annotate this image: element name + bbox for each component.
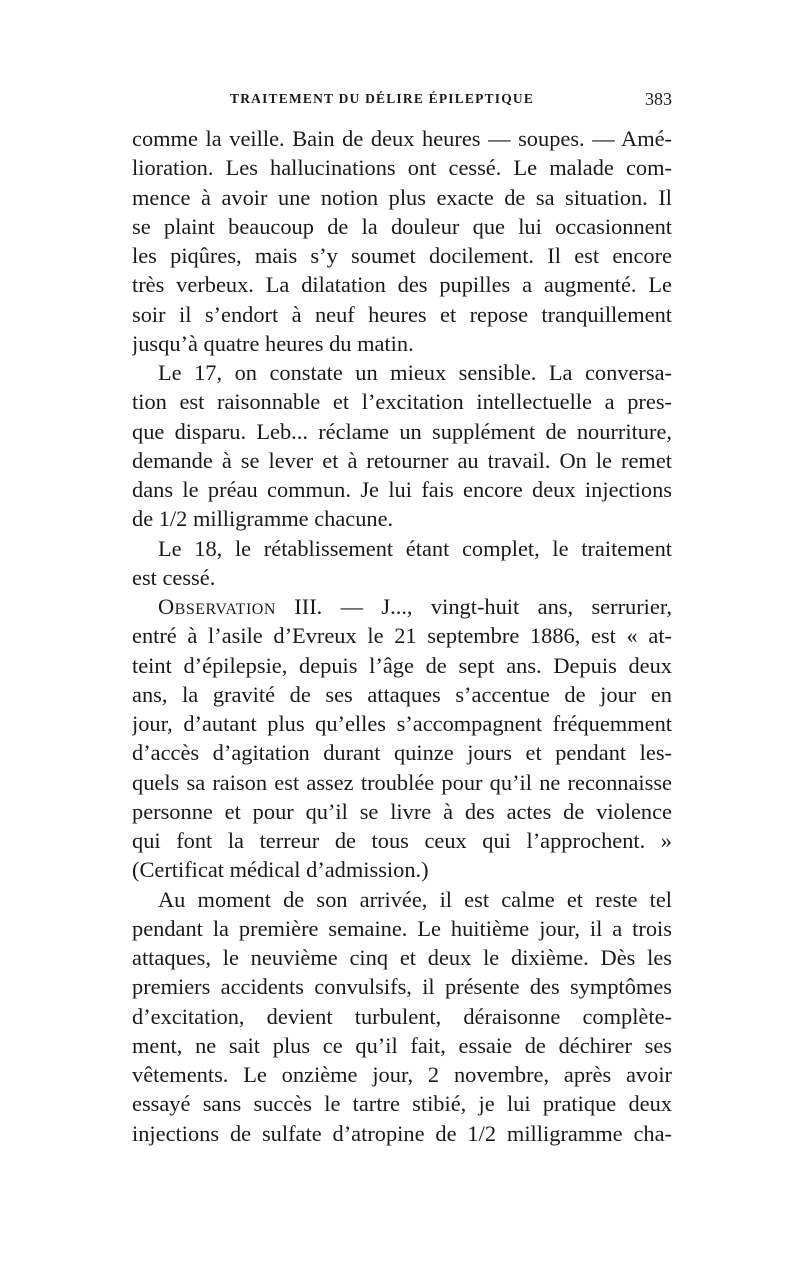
text-line: entré à l’asile d’Evreux le 21 septembre 1886, est « at- xyxy=(132,623,672,649)
text-line: premiers accidents convulsifs, il présente des symptômes xyxy=(132,974,672,1000)
observation-label: Observation xyxy=(158,594,276,619)
text-line: essayé sans succès le tartre stibié, je lui pratique deux xyxy=(132,1091,672,1117)
text-line: que disparu. Leb... réclame un supplément de nourriture, xyxy=(132,418,672,444)
text-line: d’accès d’agitation durant quinze jours et pendant les- xyxy=(132,740,672,766)
body-text xyxy=(132,124,672,1148)
observation-heading-line xyxy=(132,592,672,621)
text-line: dans le préau commun. Je lui fais encore deux injections xyxy=(132,477,672,502)
paragraph-start-line: Le 18, le rétablissement étant complet, le traitement xyxy=(158,535,672,561)
text-line: très verbeux. La dilatation des pupilles a augmenté. Le xyxy=(132,272,672,298)
text-line: teint d’épilepsie, depuis l’âge de sept ans. Depuis deux xyxy=(132,652,672,678)
text-line: jusqu’à quatre heures du matin. xyxy=(132,330,414,356)
text-line: lioration. Les hallucinations ont cessé. Le malade com- xyxy=(132,155,672,181)
text-line: de 1/2 milligramme chacune. xyxy=(132,506,394,532)
text-line: soir il s’endort à neuf heures et repose tranquillement xyxy=(132,301,672,327)
text-line: attaques, le neuvième cinq et deux le dixième. Dès les xyxy=(132,945,672,970)
running-title: TRAITEMENT DU DÉLIRE ÉPILEPTIQUE xyxy=(230,91,535,106)
paragraph-start-line: Le 17, on constate un mieux sensible. La conversa- xyxy=(158,360,672,385)
text-line: ans, la gravité de ses attaques s’accentue de jour en xyxy=(132,681,672,707)
text-line: personne et pour qu’il se livre à des actes de violence xyxy=(132,798,672,824)
text-line: d’excitation, devient turbulent, déraisonne complète- xyxy=(132,1003,672,1029)
page-number: 383 xyxy=(645,89,672,109)
text-line: est cessé. xyxy=(132,564,216,590)
text-line: (Certificat médical d’admission.) xyxy=(132,857,429,883)
text-line: demande à se lever et à retourner au travail. On le remet xyxy=(132,447,672,473)
text-line: les piqûres, mais s’y soumet docilement. Il est encore xyxy=(132,243,672,268)
observation-heading-text: III. — J..., vingt-huit ans, serrurier, xyxy=(275,594,672,619)
running-header xyxy=(132,91,672,117)
text-line: mence à avoir une notion plus exacte de sa situation. Il xyxy=(132,184,672,210)
text-line: pendant la première semaine. Le huitième jour, il a trois xyxy=(132,915,672,941)
text-line: se plaint beaucoup de la douleur que lui occasionnent xyxy=(132,213,672,239)
text-line: tion est raisonnable et l’excitation intellectuelle a pres- xyxy=(132,389,672,415)
text-line: qui font la terreur de tous ceux qui l’approchent. » xyxy=(132,828,672,853)
text-line: ment, ne sait plus ce qu’il fait, essaie de déchirer ses xyxy=(132,1032,672,1058)
text-line: quels sa raison est assez troublée pour qu’il ne reconnaisse xyxy=(132,769,672,795)
text-line: vêtements. Le onzième jour, 2 novembre, après avoir xyxy=(132,1062,672,1087)
paragraph-start-line: Au moment de son arrivée, il est calme et reste tel xyxy=(158,886,672,912)
text-line: injections de sulfate d’atropine de 1/2 milligramme cha- xyxy=(132,1120,672,1146)
text-line: jour, d’autant plus qu’elles s’accompagnent fréquemment xyxy=(132,711,672,736)
text-line: comme la veille. Bain de deux heures — soupes. — Amé- xyxy=(132,126,672,151)
